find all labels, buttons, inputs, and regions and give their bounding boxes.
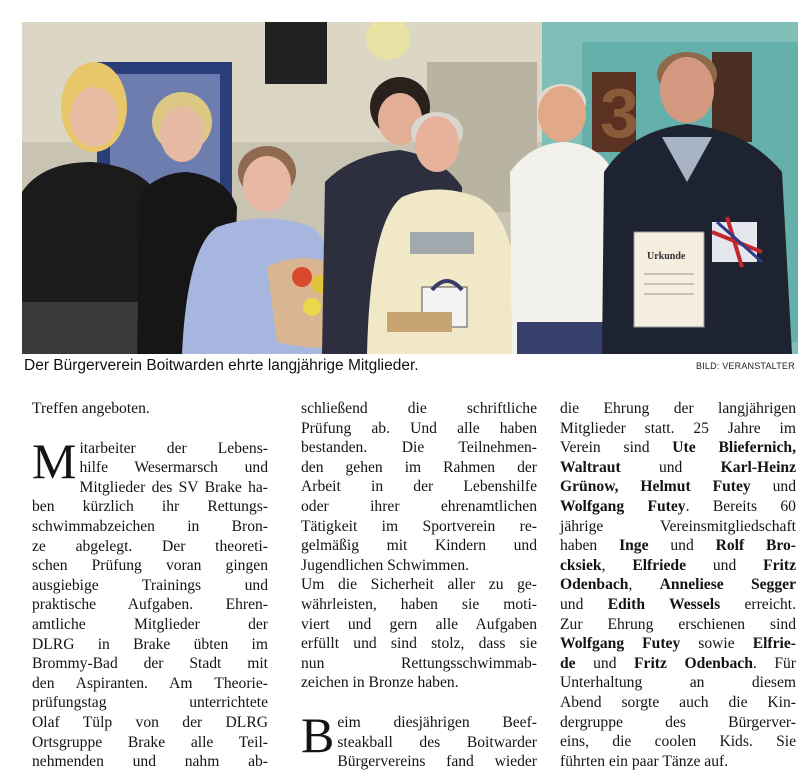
group-photo (22, 22, 798, 354)
text-line: ze abgelegt. Der theoreti- (32, 537, 268, 555)
text-line: Unterhaltung an diesem (560, 674, 796, 692)
member-name: Elfrie- (752, 635, 796, 653)
member-name: Karl-Heinz (720, 458, 796, 476)
text-line: Zur Ehrung erschienen sind (560, 615, 796, 633)
text-line: erfüllt und sind stolz, dass sie (301, 635, 537, 653)
text-span: . Für (752, 654, 796, 672)
text-span: und (620, 458, 721, 476)
drop-cap: M (32, 432, 77, 489)
member-name: Elfriede (632, 556, 687, 574)
text-span: erreicht. (720, 595, 796, 613)
text-line: prüfungstag unterrichtete (32, 694, 268, 712)
text-line: schließend die schriftliche (301, 400, 537, 417)
member-name: Ute Bliefernich, (672, 439, 796, 457)
member-name: Wolfgang Futey (560, 635, 681, 653)
text-line: Mitglieder des SV Brake ha- (79, 478, 268, 496)
text-line: itarbeiter der Lebens- (79, 439, 268, 457)
text-line (560, 595, 796, 615)
member-name: Waltraut (560, 458, 621, 476)
text-line: hilfe Wesermarsch und (79, 459, 268, 477)
text-line: zeichen in Bronze haben. (301, 674, 459, 692)
member-name: Inge (619, 537, 649, 555)
article-column-3 (560, 399, 796, 771)
paragraph-dlrg (32, 432, 268, 772)
text-line (560, 654, 796, 674)
member-name: de (560, 654, 576, 672)
text-line: nun Rettungsschwimmab- (301, 654, 537, 672)
text-line: Brommy-Bad der Stadt mit (32, 655, 268, 673)
text-line (560, 477, 796, 497)
text-span: und (575, 654, 635, 672)
member-name: cksiek (560, 556, 602, 574)
text-line: jährige Vereinsmitgliedschaft (560, 517, 796, 535)
member-name: Fritz (763, 556, 796, 574)
text-line: die Ehrung der langjährigen (560, 400, 796, 417)
text-span: , (628, 576, 660, 594)
text-line: Prüfung ab. Und alle haben (301, 419, 537, 437)
text-line: dergruppe des Bürgerver- (560, 713, 796, 731)
member-name: Edith Wessels (607, 595, 721, 613)
text-line: führten ein paar Tänze auf. (560, 752, 729, 770)
text-span: und (686, 556, 764, 574)
text-line: Tätigkeit im Sportverein re- (301, 517, 537, 535)
text-line: amtliche Mitglieder der (32, 615, 268, 633)
text-line: den gehen im Rahmen der (301, 458, 537, 476)
text-line: schen Prüfung voran gingen (32, 557, 268, 575)
text-line: ben kürzlich ihr Rettungs- (32, 498, 268, 516)
text-line (560, 458, 796, 478)
text-span: haben (560, 537, 620, 555)
text-line: Olaf Tülp von der DLRG (32, 713, 268, 731)
text-line: Abend sorgte auch die Kin- (560, 693, 796, 711)
text-span: sowie (680, 635, 753, 653)
text-line: gelmäßig mit Kindern und (301, 537, 537, 555)
text-span: und (750, 478, 796, 496)
svg-text:3: 3 (600, 74, 639, 152)
text-line: bestanden. Die Teilnehmen- (301, 439, 537, 457)
text-span: und (560, 595, 608, 613)
text-line: Mitglieder statt. 25 Jahre im (560, 419, 796, 437)
text-line: währleisten, haben sie moti- (301, 595, 537, 613)
text-line: steakball des Boitwarder (337, 733, 537, 751)
certificate-title: Urkunde (647, 251, 686, 262)
text-line (560, 536, 796, 556)
text-line: eim diesjährigen Beef- (337, 713, 537, 731)
text-span: Verein sind (560, 439, 673, 457)
member-name: Wolfgang Futey (560, 497, 686, 515)
text-line: Um die Sicherheit aller zu ge- (301, 576, 537, 594)
group-photo-illustration (22, 22, 798, 354)
text-line: eins, die coolen Kids. Sie (560, 733, 796, 751)
text-line: Arbeit in der Lebenshilfe (301, 478, 537, 496)
text-line: den Aspiranten. Am Theorie- (32, 674, 268, 692)
text-line: viert und gern alle Aufgaben (301, 615, 537, 633)
lead-line: Treffen angeboten. (32, 400, 150, 417)
text-span: . Bereits 60 (685, 497, 796, 515)
text-line (560, 497, 796, 517)
text-span: , (601, 556, 633, 574)
text-line: ausgiebige Trainings und (32, 576, 268, 594)
photo-credit: BILD: VERANSTALTER (696, 361, 795, 371)
text-line: Ortsgruppe Brake alle Teil- (32, 733, 268, 751)
photo-caption: Der Bürgerverein Boitwarden ehrte langjährige Mitglieder. (24, 357, 419, 374)
article-column-1 (32, 399, 268, 772)
text-line: nehmenden und nahm ab- (32, 753, 268, 771)
drop-cap: B (301, 706, 335, 763)
text-line (560, 556, 796, 576)
text-line (560, 575, 796, 595)
text-line: schwimmabzeichen in Bron- (32, 517, 268, 535)
member-name: Anneliese Segger (659, 576, 796, 594)
text-line (560, 634, 796, 654)
member-name: Fritz Odenbach (634, 654, 753, 672)
text-line: Bürgervereins fand wieder (337, 753, 537, 771)
member-name: Rolf Bro- (715, 537, 796, 555)
text-line: oder ihrer ehrenamtlichen (301, 497, 537, 515)
text-line: Jugendlichen Schwimmen. (301, 556, 470, 574)
article-column-2 (301, 399, 537, 772)
member-name: Helmut Futey (618, 478, 751, 496)
text-line (560, 438, 796, 458)
member-name: Grünow, (560, 478, 619, 496)
paragraph-beefsteakball (301, 706, 537, 772)
member-name: Odenbach (560, 576, 629, 594)
text-line: DLRG in Brake übten im (32, 635, 268, 653)
text-span: und (648, 537, 716, 555)
text-line: praktische Aufgaben. Ehren- (32, 596, 268, 614)
